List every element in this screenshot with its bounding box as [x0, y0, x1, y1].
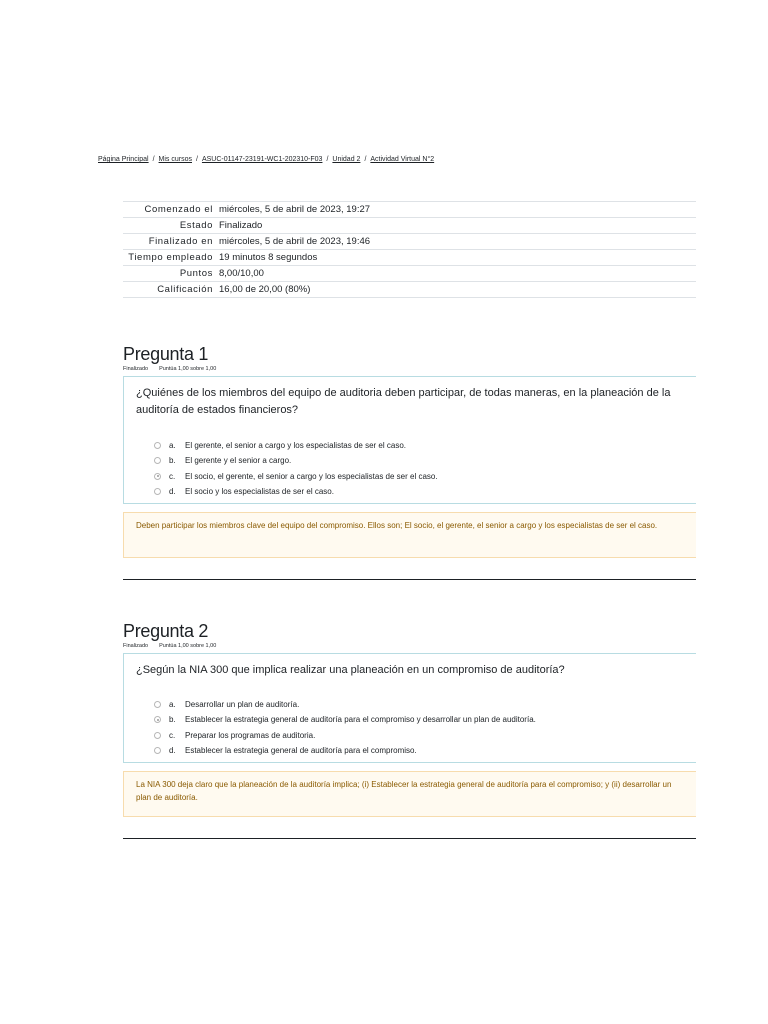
- answer-letter: a.: [169, 441, 176, 451]
- question-1-feedback: [123, 512, 696, 558]
- answer-text: El gerente y el senior a cargo.: [185, 456, 292, 466]
- summary-label: Puntos: [179, 268, 213, 279]
- radio-button[interactable]: [154, 457, 161, 464]
- answer-option-d[interactable]: [136, 743, 696, 758]
- answer-option-a[interactable]: [136, 697, 696, 712]
- answer-list: [136, 697, 696, 758]
- summary-value: 16,00 de 20,00 (80%): [219, 284, 311, 295]
- radio-button[interactable]: [154, 442, 161, 449]
- breadcrumb-link-home[interactable]: Página Principal: [98, 156, 149, 163]
- question-grade: Puntúa 1,00 sobre 1,00: [159, 366, 217, 372]
- answer-letter: c.: [169, 730, 176, 740]
- feedback-text: Deben participar los miembros clave del equipo del compromiso. Ellos son; El socio, el gerente, el senior a cargo y los especialistas de ser el caso.: [136, 521, 658, 530]
- radio-button-selected[interactable]: [154, 716, 161, 723]
- answer-text: El gerente, el senior a cargo y los especialistas de ser el caso.: [185, 441, 407, 451]
- answer-text: Establecer la estrategia general de auditoría para el compromiso y desarrollar un plan de auditoría.: [185, 715, 536, 725]
- breadcrumb-link-course[interactable]: ASUC-01147-23191-WC1-202310-F03: [201, 156, 323, 163]
- summary-row-started: [123, 202, 696, 218]
- summary-label: Comenzado el: [144, 204, 213, 215]
- breadcrumb-link-my-courses[interactable]: Mis cursos: [158, 156, 192, 163]
- breadcrumb-separator: /: [326, 156, 329, 163]
- summary-value: miércoles, 5 de abril de 2023, 19:46: [219, 236, 371, 247]
- breadcrumb: [98, 156, 434, 163]
- question-2-content: [123, 653, 696, 763]
- breadcrumb-link-activity[interactable]: Actividad Virtual N°2: [370, 156, 435, 163]
- question-state: Finalizado: [123, 643, 149, 649]
- answer-option-b[interactable]: [136, 453, 696, 468]
- attempt-summary-table: [123, 201, 696, 298]
- question-text: ¿Según la NIA 300 que implica realizar una planeación en un compromiso de auditoría?: [136, 664, 565, 676]
- summary-value: miércoles, 5 de abril de 2023, 19:27: [219, 204, 371, 215]
- summary-label: Tiempo empleado: [128, 252, 213, 263]
- answer-letter: b.: [169, 715, 176, 725]
- summary-row-points: [123, 266, 696, 282]
- summary-value: Finalizado: [219, 220, 263, 231]
- question-1-content: [123, 376, 696, 504]
- radio-button[interactable]: [154, 747, 161, 754]
- summary-label: Estado: [179, 220, 213, 231]
- summary-value: 19 minutos 8 segundos: [219, 252, 318, 263]
- summary-value: 8,00/10,00: [219, 268, 264, 279]
- summary-label: Calificación: [157, 284, 213, 295]
- answer-letter: a.: [169, 700, 176, 710]
- feedback-text: La NIA 300 deja claro que la planeación de la auditoría implica; (i) Establecer la estrategia general de auditoría para el compromiso; y (ii) desarrollar un plan de auditoría.: [136, 780, 672, 802]
- answer-text: Preparar los programas de auditoria.: [185, 730, 316, 740]
- answer-letter: b.: [169, 456, 176, 466]
- question-1-info: [123, 343, 216, 372]
- question-status: [123, 643, 216, 649]
- answer-letter: c.: [169, 471, 176, 481]
- answer-text: Establecer la estrategia general de auditoría para el compromiso.: [185, 746, 417, 756]
- breadcrumb-link-unit[interactable]: Unidad 2: [332, 156, 361, 163]
- question-2-info: [123, 620, 216, 649]
- answer-text: Desarrollar un plan de auditoría.: [185, 700, 300, 710]
- answer-text: El socio, el gerente, el senior a cargo y los especialistas de ser el caso.: [185, 471, 438, 481]
- question-2-feedback: [123, 771, 696, 817]
- answer-option-a[interactable]: [136, 438, 696, 453]
- question-divider: [123, 579, 696, 580]
- breadcrumb-separator: /: [196, 156, 198, 163]
- radio-button[interactable]: [154, 488, 161, 495]
- breadcrumb-separator: /: [364, 156, 367, 163]
- answer-option-b[interactable]: [136, 712, 696, 727]
- radio-button[interactable]: [154, 701, 161, 708]
- answer-letter: d.: [169, 746, 176, 756]
- answer-letter: d.: [169, 487, 176, 497]
- question-title: Pregunta 2: [123, 621, 209, 641]
- summary-row-finished: [123, 234, 696, 250]
- summary-row-state: [123, 218, 696, 234]
- answer-option-c[interactable]: [136, 728, 696, 743]
- question-state: Finalizado: [123, 366, 149, 372]
- question-status: [123, 366, 216, 372]
- question-grade: Puntúa 1,00 sobre 1,00: [159, 643, 217, 649]
- question-text: ¿Quiénes de los miembros del equipo de auditoria deben participar, de todas maneras, en la planeación de la auditoría de estados financieros?: [136, 387, 671, 416]
- breadcrumb-separator: /: [152, 156, 155, 163]
- question-divider: [123, 838, 696, 839]
- summary-label: Finalizado en: [148, 236, 213, 247]
- radio-button-selected[interactable]: [154, 473, 161, 480]
- answer-option-c[interactable]: [136, 469, 696, 484]
- question-title: Pregunta 1: [123, 344, 209, 364]
- answer-list: [136, 438, 696, 499]
- answer-text: El socio y los especialistas de ser el caso.: [185, 487, 334, 497]
- summary-row-time-taken: [123, 250, 696, 266]
- summary-row-grade: [123, 282, 696, 298]
- radio-button[interactable]: [154, 732, 161, 739]
- answer-option-d[interactable]: [136, 484, 696, 499]
